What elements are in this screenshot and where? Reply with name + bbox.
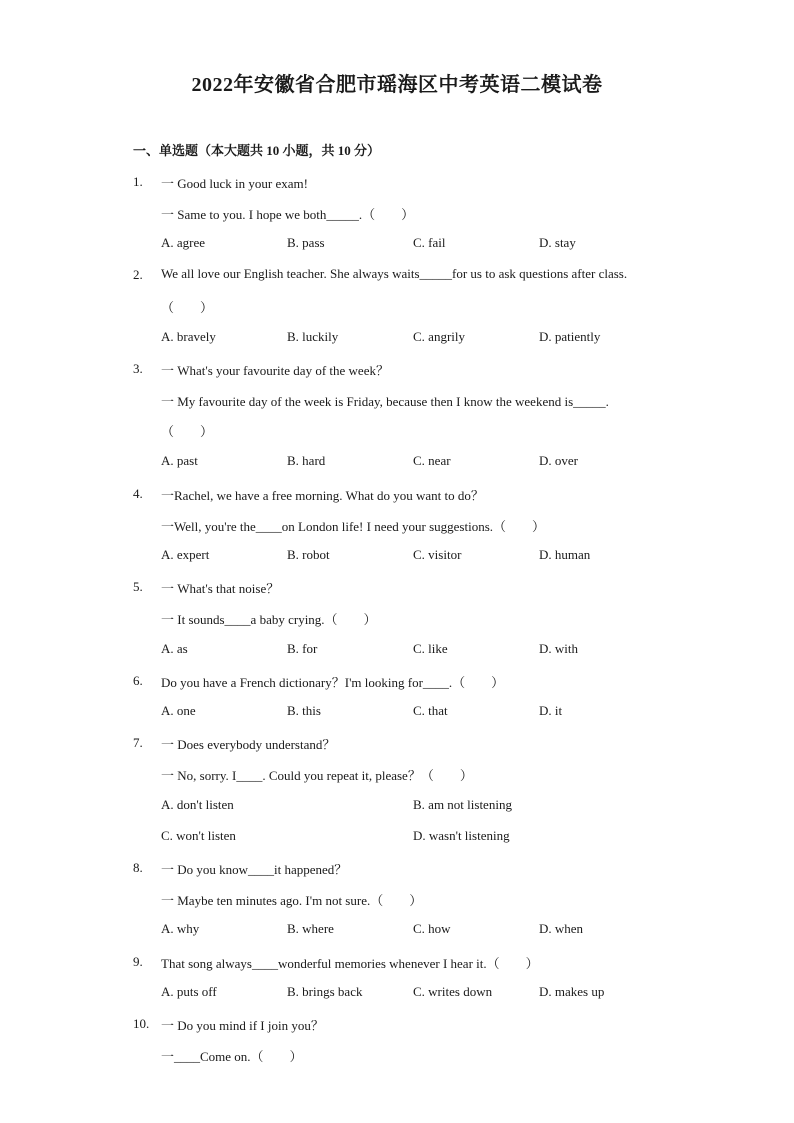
question-line: 一 Maybe ten minutes ago. I'm not sure.（ ） (161, 893, 423, 908)
question-line: 一 No, sorry. I____. Could you repeat it, please？（ ） (161, 768, 473, 783)
option-a[interactable]: A. expert (161, 547, 210, 562)
question-line: 一 Do you know____it happened？ (161, 862, 348, 877)
option-c[interactable]: C. how (413, 921, 451, 936)
option-b[interactable]: B. where (287, 921, 334, 936)
question-number: 9. (133, 954, 143, 969)
option-b[interactable]: B. this (287, 703, 321, 718)
question-number: 5. (133, 579, 143, 594)
option-a[interactable]: A. don't listen (161, 797, 234, 812)
question-line: 一 Do you mind if I join you？ (161, 1018, 324, 1033)
question-line: 一 My favourite day of the week is Friday, because then I know the weekend is_____. (161, 394, 609, 409)
option-c[interactable]: C. won't listen (161, 828, 236, 843)
question-line: （ ） (161, 424, 214, 439)
option-d[interactable]: D. over (539, 453, 578, 468)
question-line: 一 What's your favourite day of the week？ (161, 363, 389, 378)
option-c[interactable]: C. writes down (413, 984, 493, 999)
question-number: 1. (133, 174, 143, 189)
option-d[interactable]: D. makes up (539, 984, 605, 999)
option-d[interactable]: D. patiently (539, 329, 601, 344)
option-c[interactable]: C. that (413, 703, 448, 718)
option-a[interactable]: A. past (161, 453, 198, 468)
option-a[interactable]: A. as (161, 641, 188, 656)
exam-title: 2022年安徽省合肥市瑶海区中考英语二模试卷 (191, 74, 603, 96)
option-d[interactable]: D. wasn't listening (413, 828, 510, 843)
question-line: 一 Same to you. I hope we both_____.（ ） (161, 207, 415, 222)
option-d[interactable]: D. with (539, 641, 578, 656)
question-line: （ ） (161, 300, 214, 315)
option-b[interactable]: B. hard (287, 453, 326, 468)
question-number: 3. (133, 361, 143, 376)
option-a[interactable]: A. agree (161, 235, 206, 250)
question-number: 7. (133, 735, 143, 750)
option-b[interactable]: B. luckily (287, 329, 339, 344)
question-number: 8. (133, 860, 143, 875)
question-line: That song always____wonderful memories whenever I hear it.（ ） (161, 956, 539, 971)
option-b[interactable]: B. am not listening (413, 797, 512, 812)
option-b[interactable]: B. for (287, 641, 318, 656)
option-a[interactable]: A. bravely (161, 329, 216, 344)
option-d[interactable]: D. human (539, 547, 591, 562)
question-line: 一 Good luck in your exam! (161, 176, 308, 191)
question-number: 6. (133, 673, 143, 688)
option-c[interactable]: C. like (413, 641, 448, 656)
option-d[interactable]: D. it (539, 703, 563, 718)
question-line: 一 What's that noise？ (161, 581, 280, 596)
option-b[interactable]: B. pass (287, 235, 325, 250)
option-a[interactable]: A. one (161, 703, 196, 718)
option-c[interactable]: C. near (413, 453, 451, 468)
question-line: 一 Does everybody understand？ (161, 737, 336, 752)
option-a[interactable]: A. why (161, 921, 200, 936)
question-line: 一 It sounds____a baby crying.（ ） (161, 612, 377, 627)
option-b[interactable]: B. brings back (287, 984, 363, 999)
question-number: 2. (133, 267, 143, 282)
question-line: 一____Come on.（ ） (161, 1049, 303, 1064)
option-c[interactable]: C. angrily (413, 329, 465, 344)
option-b[interactable]: B. robot (287, 547, 330, 562)
option-d[interactable]: D. stay (539, 235, 576, 250)
question-line: 一Rachel, we have a free morning. What do you want to do？ (161, 488, 484, 503)
question-line: 一Well, you're the____on London life! I need your suggestions.（ ） (161, 519, 546, 534)
option-a[interactable]: A. puts off (161, 984, 217, 999)
option-d[interactable]: D. when (539, 921, 584, 936)
question-line: We all love our English teacher. She always waits_____for us to ask questions after class. (161, 266, 628, 281)
question-number: 10. (133, 1016, 150, 1031)
option-c[interactable]: C. visitor (413, 547, 462, 562)
question-number: 4. (133, 486, 143, 501)
question-line: Do you have a French dictionary？I'm looking for____.（ ） (161, 675, 505, 690)
option-c[interactable]: C. fail (413, 235, 446, 250)
section-heading: 一、单选题（本大题共 10 小题，共 10 分） (133, 143, 381, 158)
